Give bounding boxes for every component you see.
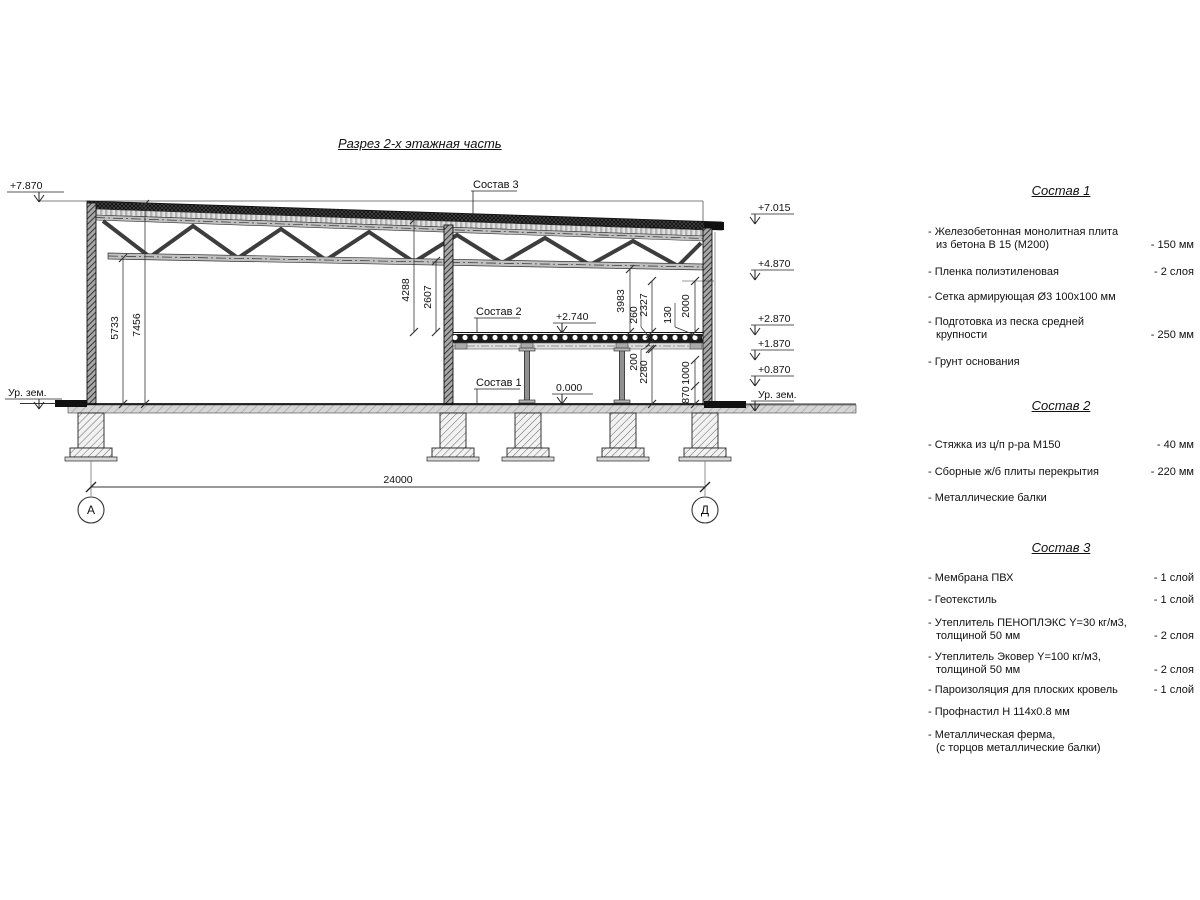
middle-wall	[444, 225, 453, 405]
item-text: - Сборные ж/б плиты перекрытия	[928, 466, 1099, 478]
item-text: - Стяжка из ц/п р-ра М150	[928, 439, 1061, 451]
item-text: (с торцов металлические балки)	[936, 742, 1101, 754]
elevation-mark-floor2	[553, 311, 596, 333]
item-text: - Мембрана ПВХ	[928, 572, 1014, 584]
legend-item	[928, 572, 1194, 585]
item-value: - 2 слоя	[1153, 664, 1194, 676]
elevation-label: Ур. зем.	[758, 389, 797, 401]
callouts	[471, 179, 522, 403]
legend-heading-sostav3: Состав 3	[1031, 540, 1091, 555]
elevation-mark-right	[750, 364, 794, 386]
item-text: - Утеплитель Эковер Y=100 кг/м3,	[928, 651, 1101, 663]
item-text: - Сетка армирующая Ø3 100х100 мм	[928, 291, 1116, 303]
item-text: - Подготовка из песка средней	[928, 316, 1084, 328]
foundation-pier	[65, 413, 117, 461]
elevation-label: Ур. зем.	[8, 387, 47, 399]
dim-24000: 24000	[383, 474, 413, 486]
axis-label-A: А	[86, 503, 96, 517]
item-value: - 1 слой	[1153, 684, 1194, 696]
item-text: крупности	[936, 329, 988, 341]
item-text: - Геотекстиль	[928, 594, 997, 606]
legend-item	[928, 617, 1194, 643]
item-value: - 1 слой	[1153, 594, 1194, 606]
item-text: - Металлическая ферма,	[928, 729, 1056, 741]
elevation-label: +2.870	[758, 313, 791, 325]
dim-2000: 2000	[680, 294, 692, 318]
item-text: - Металлические балки	[928, 492, 1047, 504]
item-value: - 40 мм	[1156, 439, 1194, 451]
dim-5733: 5733	[109, 316, 121, 340]
elevation-label: +7.015	[758, 202, 791, 214]
item-text: - Профнастил Н 114х0.8 мм	[928, 706, 1070, 718]
elevation-mark-right	[750, 258, 794, 280]
right-plinth	[704, 401, 746, 408]
item-text: - Пленка полиэтиленовая	[928, 266, 1059, 278]
legend-item	[928, 492, 1194, 505]
drawing-title: Разрез 2-х этажная часть	[338, 136, 502, 151]
legend-item	[928, 291, 1194, 304]
legend-item	[928, 316, 1194, 342]
dim-4288: 4288	[400, 278, 412, 302]
dim-260: 260	[628, 306, 640, 324]
legend-item	[928, 594, 1194, 607]
dim-130: 130	[662, 306, 674, 324]
left-wall	[87, 203, 96, 405]
legend-item	[928, 651, 1194, 677]
item-value: - 2 слоя	[1153, 266, 1194, 278]
elevation-label: +1.870	[758, 338, 791, 350]
legend-item	[928, 266, 1194, 279]
item-value: - 220 мм	[1150, 466, 1194, 478]
dim-2327: 2327	[638, 293, 650, 317]
callout-sostav2	[474, 306, 522, 332]
callout-label: Состав 2	[476, 306, 522, 318]
item-value: - 1 слой	[1153, 572, 1194, 584]
elevation-label: +2.740	[556, 311, 589, 323]
legend-heading-sostav1: Состав 1	[1031, 183, 1091, 198]
elevation-label: 0.000	[556, 382, 583, 394]
item-text: - Грунт основания	[928, 356, 1020, 368]
item-value: - 2 слоя	[1153, 630, 1194, 642]
foundation-pier	[679, 413, 731, 461]
item-text: толщиной 50 мм	[936, 664, 1021, 676]
right-wall	[703, 228, 712, 405]
dim-2280: 2280	[638, 360, 650, 384]
dim-1000: 1000	[680, 361, 692, 385]
callout-sostav1	[474, 377, 522, 403]
item-value: - 150 мм	[1150, 239, 1194, 251]
dim-870: 870	[680, 386, 692, 404]
callout-label: Состав 3	[473, 179, 519, 191]
item-text: - Пароизоляция для плоских кровель	[928, 684, 1118, 696]
foundation-pier	[597, 413, 649, 461]
left-plinth	[55, 400, 87, 407]
legend-item	[928, 684, 1194, 697]
elevation-label: +7.870	[10, 180, 43, 192]
callout-label: Состав 1	[476, 377, 522, 389]
foundations	[65, 413, 731, 461]
axis-grid	[78, 461, 718, 523]
columns	[519, 348, 630, 403]
axis-label-D: Д	[700, 503, 710, 517]
column	[519, 348, 535, 403]
legend-item	[928, 729, 1194, 755]
elevation-mark-left-ground	[5, 387, 62, 409]
item-value: - 250 мм	[1150, 329, 1194, 341]
elevation-mark-left-top	[7, 180, 64, 202]
item-text: из бетона В 15 (М200)	[936, 239, 1049, 251]
legend-item	[928, 439, 1194, 452]
elevation-label: +0.870	[758, 364, 791, 376]
item-text: - Утеплитель ПЕНОПЛЭКС Y=30 кг/м3,	[928, 617, 1127, 629]
elevation-mark-right	[750, 313, 794, 335]
dim-3983: 3983	[615, 289, 627, 313]
item-text: - Железобетонная монолитная плита	[928, 226, 1119, 238]
foundation-pier	[427, 413, 479, 461]
elevation-label: +4.870	[758, 258, 791, 270]
legend-item	[928, 356, 1194, 369]
dim-7456: 7456	[131, 313, 143, 337]
item-text: толщиной 50 мм	[936, 630, 1021, 642]
legend-item	[928, 226, 1194, 252]
precast-slab	[453, 334, 703, 343]
elevation-mark-floor0	[552, 382, 593, 404]
foundation-pier	[502, 413, 554, 461]
legend-item	[928, 466, 1194, 479]
legend-item	[928, 706, 1194, 719]
elevation-mark-right	[750, 202, 794, 224]
elevation-mark-right	[750, 338, 794, 360]
dim-2607: 2607	[422, 285, 434, 309]
dim-200: 200	[628, 353, 640, 371]
second-floor	[453, 333, 703, 350]
legend-heading-sostav2: Состав 2	[1031, 398, 1091, 413]
